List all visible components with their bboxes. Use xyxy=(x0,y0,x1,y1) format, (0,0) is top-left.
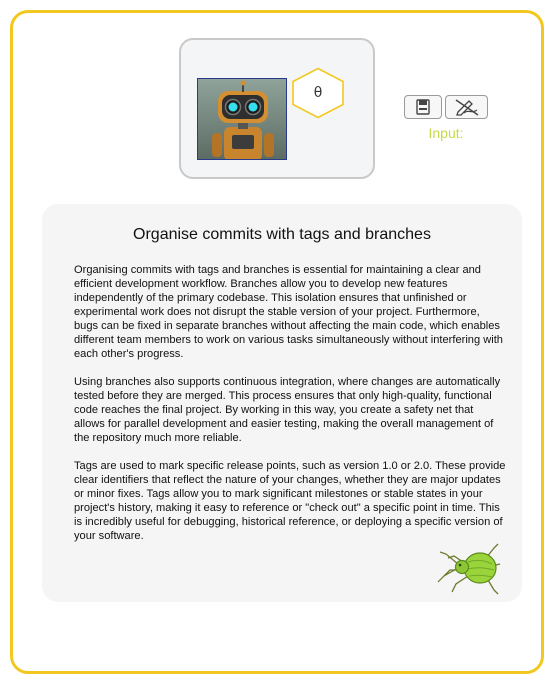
save-icon xyxy=(416,99,430,115)
paragraph: Organising commits with tags and branches is essential for maintaining a clear and efficient development workflow. Branches allow you to develop new features independently of the primary codebase. This isolation ensures that unfinished or experimental work does not disrupt the stable version of your project. Furthermore, bugs can be fixed in separate branches without affecting the main code, which enables different team members to work on various tasks simultaneously without interfering with each other's progress. xyxy=(74,264,503,360)
robot-avatar-image xyxy=(197,78,287,160)
toolbar xyxy=(404,95,488,121)
content-title: Organise commits with tags and branches xyxy=(133,226,431,243)
paragraph: Using branches also supports continuous integration, where changes are automatically tested before they are merged. This process ensures that only high-quality, functional code reaches the final project. By working in this way, you create a safety net that allows for parallel development and easier testing, making the overall management of the repository much more reliable. xyxy=(74,376,501,444)
input-label: Input: xyxy=(428,125,464,141)
save-button[interactable] xyxy=(404,95,442,119)
edit-off-icon xyxy=(454,98,480,116)
edit-off-button[interactable] xyxy=(445,95,488,119)
paragraph: Tags are used to mark specific release points, such as version 1.0 or 2.0. These provide clear identifiers that reflect the nature of your changes, whether they are major updates or minor fixes. Tags allow you to mark significant milestones or stable states in your project's history, making it easy to reference or "check out" a specific point in time. This is incredibly useful for debugging, historical reference, or deploying a specific version of your software. xyxy=(74,460,506,542)
bug-icon xyxy=(436,536,504,596)
hexagon-symbol: θ xyxy=(313,85,323,101)
content-body xyxy=(74,263,506,557)
